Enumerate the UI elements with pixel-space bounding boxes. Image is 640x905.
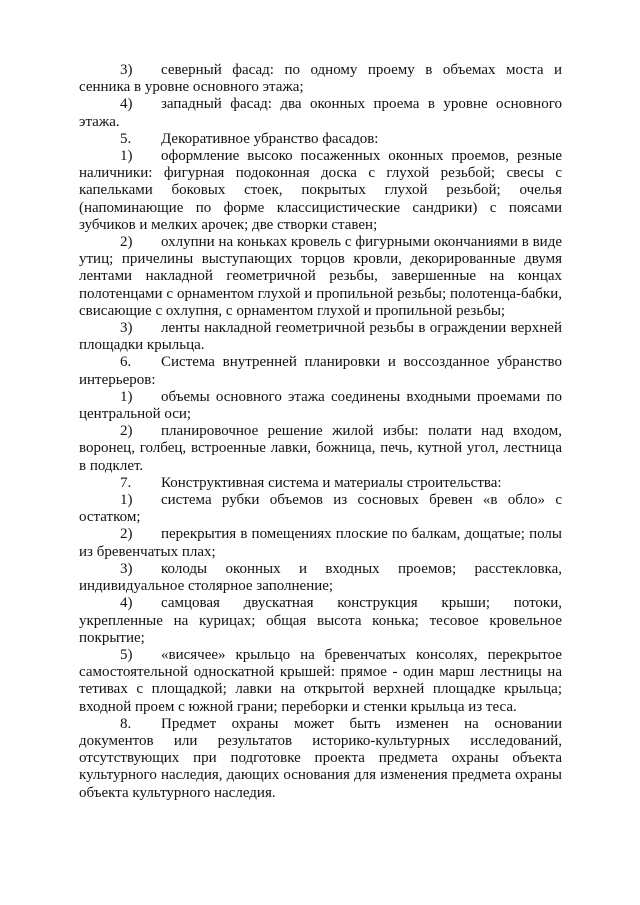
item-marker: 1) <box>120 388 133 405</box>
item-text: Декоративное убранство фасадов: <box>161 130 379 147</box>
item-marker: 5. <box>120 130 132 147</box>
list-item <box>79 423 562 475</box>
item-marker: 5) <box>120 646 133 663</box>
item-marker: 2) <box>120 423 133 440</box>
item-marker: 2) <box>120 234 133 251</box>
item-text: Предмет охраны может быть изменен на основании документов или результатов историко-культурных исследований, отсутствующих при подготовке проекта предмета охраны объекта культурного наследия, дающих основания для изменения предмета охраны объекта культурного наследия. <box>79 715 562 801</box>
item-text: северный фасад: по одному проему в объемах моста и сенника в уровне основного этажа; <box>79 62 562 96</box>
item-text: ленты накладной геометричной резьбы в ограждении верхней площадки крыльца. <box>79 320 562 354</box>
item-text: Система внутренней планировки и воссозданное убранство интерьеров: <box>79 354 562 388</box>
list-item <box>79 595 562 647</box>
item-text: объемы основного этажа соединены входными проемами по центральной оси; <box>79 388 562 423</box>
item-marker: 3) <box>120 62 133 78</box>
section-paragraph <box>79 716 562 802</box>
list-item <box>79 320 562 354</box>
document-body <box>79 62 562 802</box>
item-text: система рубки объемов из сосновых бревен «в обло» с остатком; <box>79 492 562 526</box>
item-text: «висячее» крыльцо на бревенчатых консолях, перекрытое самостоятельной односкатной крышей: прямое - один марш лестницы на тетивах с площадкой; лавки на открытой верхней площадке крыльца; входной проем с южной грани; переборки и стенки крыльца из теса. <box>79 646 562 715</box>
list-item <box>79 234 562 320</box>
item-text: самцовая двускатная конструкция крыши; потоки, укрепленные на курицах; общая высота конька; тесовое кровельное покрытие; <box>79 595 562 646</box>
item-text: планировочное решение жилой избы: полати над входом, воронец, голбец, встроенные лавки, божница, печь, кутной угол, лестница в подклет. <box>79 423 562 474</box>
item-marker: 8. <box>120 715 132 732</box>
list-item <box>79 96 562 130</box>
section-heading <box>79 131 562 148</box>
item-marker: 4) <box>120 96 133 113</box>
section-heading <box>79 354 562 388</box>
item-marker: 7. <box>120 474 132 491</box>
item-marker: 1) <box>120 148 133 165</box>
item-text: Конструктивная система и материалы строительства: <box>161 474 502 491</box>
item-text: охлупни на коньках кровель с фигурными окончаниями в виде утиц; причелины выступающих торцов кровли, декорированные двумя лентами накладной геометричной резьбы, завершенные на концах полотенцами с орнаментом глухой и пропильной резьбы; полотенца-бабки, свисающие с охлупня, с орнаментом глухой и пропильной резьбы; <box>79 234 562 319</box>
list-item <box>79 561 562 595</box>
item-marker: 6. <box>120 354 132 371</box>
item-marker: 4) <box>120 595 133 612</box>
list-item <box>79 62 562 96</box>
item-marker: 3) <box>120 560 133 577</box>
item-text: колоды оконных и входных проемов; расстекловка, индивидуальное столярное заполнение; <box>79 560 562 595</box>
list-item <box>79 526 562 560</box>
section-heading <box>79 475 562 492</box>
item-text: западный фасад: два оконных проема в уровне основного этажа. <box>79 96 562 130</box>
list-item <box>79 492 562 526</box>
item-text: перекрытия в помещениях плоские по балкам, дощатые; полы из бревенчатых плах; <box>79 526 562 560</box>
item-marker: 2) <box>120 526 133 543</box>
item-text: оформление высоко посаженных оконных проемов, резные наличники: фигурная подоконная доска с глухой резьбой; свесы с капельками боковых стоек, покрытых глухой резьбой; очелья (напоминающие по форме классицистические сандрики) с поясами зубчиков и мелких арочек; две створки ставен; <box>79 148 562 233</box>
list-item <box>79 389 562 423</box>
list-item <box>79 148 562 234</box>
item-marker: 1) <box>120 492 133 509</box>
list-item <box>79 647 562 716</box>
item-marker: 3) <box>120 320 133 337</box>
